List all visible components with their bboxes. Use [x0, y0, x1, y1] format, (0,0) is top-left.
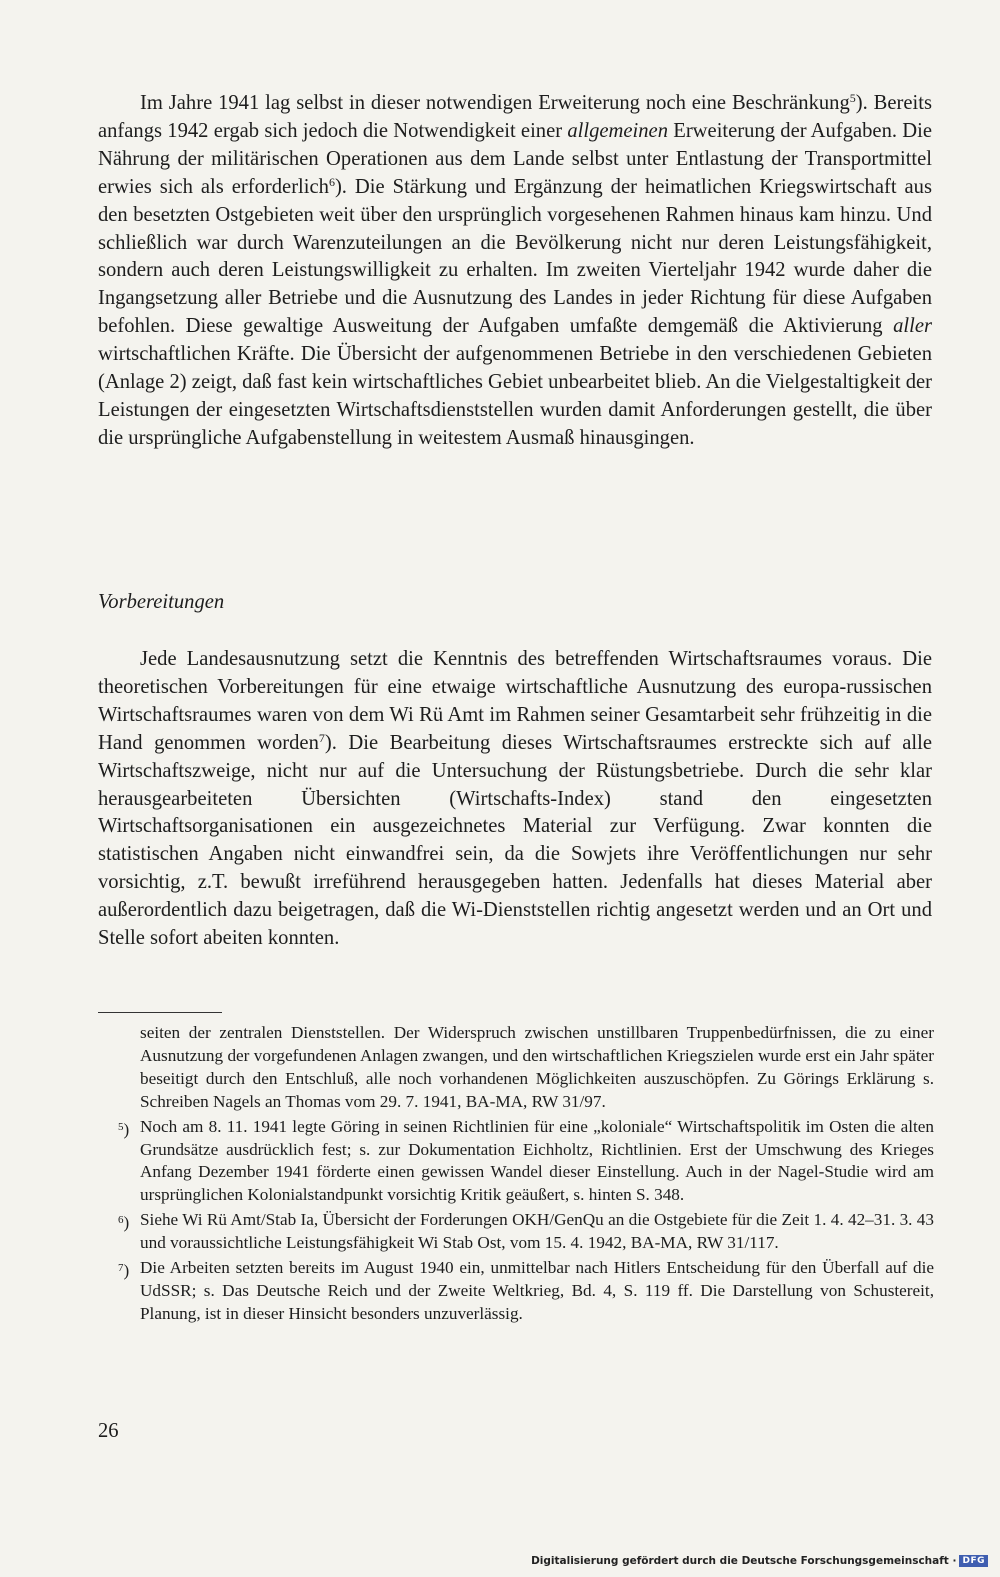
footnote-7-text: Die Arbeiten setzten bereits im August 1940 ein, unmittelbar nach Hitlers Entscheidung für den Überfall auf die UdSSR; s. Das Deutsche Reich und der Zweite Weltkrieg, Bd. 4, S. 119 ff. Die Darstellung von Schustereit, Planung, ist in dieser Hinsicht besonders unzuverlässig. — [140, 1258, 934, 1323]
footnote-divider — [98, 1012, 222, 1013]
footnote-ref-5[interactable]: 5 — [849, 91, 856, 105]
footnote-ref-6[interactable]: 6 — [328, 174, 335, 189]
footnote-5-number: 5 — [118, 1120, 124, 1133]
footnote-7 — [98, 1257, 934, 1326]
paragraph-1-text-a: Im Jahre 1941 lag selbst in dieser notwendigen Erweiterung noch eine Beschränkung — [140, 92, 850, 114]
footnote-5 — [98, 1116, 934, 1208]
digitization-credit-text: Digitalisierung gefördert durch die Deutsche Forschungsgemeinschaft · — [531, 1555, 957, 1567]
footnote-6-text: Siehe Wi Rü Amt/Stab Ia, Übersicht der Forderungen OKH/GenQu an die Ostgebiete für die Zeit 1. 4. 42–31. 3. 43 und voraussichtliche Leistungsfähigkeit Wi Stab Ost, vom 15. 4. 1942, BA-MA, RW 31/117. — [140, 1210, 934, 1253]
paragraph-1-text-d: ). Die Stärkung und Ergänzung der heimatlichen Kriegswirtschaft aus den besetzten Ostgebieten weit über den ursprünglich vorgesehenen Rahmen hinaus kam hinzu. Und schließlich war durch Warenzuteilungen an die Bevölkerung nicht nur deren Leistungsfähigkeit, sondern auch deren Leistungswilligkeit zu erhalten. Im zweiten Vierteljahr 1942 wurde daher die Ingangsetzung aller Betriebe und die Ausnutzung des Landes in jeder Richtung für diese Aufgaben befohlen. Diese gewaltige Ausweitung der Aufgaben umfaßte demgemäß die Aktivierung — [98, 175, 932, 338]
section-heading: Vorbereitungen — [98, 591, 225, 613]
paragraph-2 — [98, 646, 932, 953]
dfg-logo: DFG — [959, 1555, 988, 1567]
footnote-ref-7[interactable]: 7 — [318, 730, 325, 745]
page-number: 26 — [98, 1420, 119, 1442]
footnote-continuation — [98, 1022, 934, 1114]
emphasis-allgemeinen: allgemeinen — [567, 119, 668, 142]
footnote-continuation-text: seiten der zentralen Dienststellen. Der Widerspruch zwischen unstillbaren Truppenbedürfnissen, die zu einer Ausnutzung der vorgefundenen Anlagen zwangen, und den wirtschaftlichen Kriegszielen wurde erst ein Jahr später beseitigt durch den Entschluß, alle noch vorhandenen Möglichkeiten auszuschöpfen. Zu Görings Erklärung s. Schreiben Nagels an Thomas vom 29. 7. 1941, BA-MA, RW 31/97. — [140, 1023, 934, 1111]
paragraph-1-text-b: ). Bereits anfangs 1942 ergab sich jedoch die Notwendigkeit einer — [98, 92, 932, 142]
footnote-6 — [98, 1209, 934, 1255]
footnote-5-marker: $^5$) — [118, 1119, 130, 1139]
footnote-5-text: Noch am 8. 11. 1941 legte Göring in seinen Richtlinien für eine „koloniale“ Wirtschaftspolitik im Osten die alten Grundsätze ausdrücklich fest; s. zur Dokumentation Eichholtz, Richtlinien. Erst der Umschwung des Krieges Anfang Dezember 1941 förderte einen gewissen Wandel dieser Einstellung. Auch in der Nagel-Studie wird am ursprünglichen Kolonialstandpunkt vorsichtig Kritik geäußert, s. hinten S. 348. — [140, 1116, 934, 1205]
footnote-6-marker: $^6$) — [118, 1213, 130, 1233]
footnotes — [98, 1022, 934, 1328]
paragraph-1-text-e: wirtschaftlichen Kräfte. Die Übersicht der aufgenommenen Betriebe in den verschiedenen Gebieten (Anlage 2) zeigt, daß fast kein wirtschaftliches Gebiet unbearbeitet blieb. An die Vielgestaltigkeit der Leistungen der eingesetzten Wirtschaftsdienststellen wurden damit Anforderungen gestellt, die über die ursprüngliche Aufgabenstellung in weitestem Ausmaß hinausgingen. — [98, 343, 932, 449]
paragraph-2-text-b: ). Die Bearbeitung dieses Wirtschaftsraumes erstreckte sich auf alle Wirtschaftszweige, nicht nur auf die Untersuchung der Rüstungsbetriebe. Durch die sehr klar herausgearbeiteten Übersichten (Wirtschafts-Index) stand den eingesetzten Wirtschaftsorganisationen ein ausgezeichnetes Material zur Verfügung. Zwar konnten die statistischen Angaben nicht einwandfrei sein, da die Sowjets ihre Veröffentlichungen nur sehr vorsichtig, z.T. bewußt irreführend herausgegeben hatten. Jedenfalls hat dieses Material aber außerordentlich dazu beigetragen, daß die Wi-Dienststellen richtig angesetzt werden und an Ort und Stelle sofort abeiten konnten. — [98, 731, 932, 950]
footnote-7-marker: $^7$) — [118, 1261, 130, 1281]
paragraph-1 — [98, 90, 932, 453]
footnote-6-number: 6 — [118, 1214, 124, 1227]
paragraph-1-text-c: Erweiterung der Aufgaben. Die Nährung der militärischen Operationen aus dem Lande selbst unter Entlastung der Transportmittel erwies sich als erforderlich — [98, 119, 933, 198]
digitization-credit — [531, 1555, 988, 1567]
footnote-7-number: 7 — [118, 1262, 124, 1275]
paragraph-2-text-a: Jede Landesausnutzung setzt die Kenntnis des betreffenden Wirtschaftsraumes voraus. Die theoretischen Vorbereitungen für eine etwaige wirtschaftliche Ausnutzung des europa-russischen Wirtschaftsraumes waren von dem Wi Rü Amt im Rahmen seiner Gesamtarbeit sehr frühzeitig in die Hand genommen worden — [98, 648, 932, 754]
emphasis-aller: aller — [893, 315, 932, 338]
